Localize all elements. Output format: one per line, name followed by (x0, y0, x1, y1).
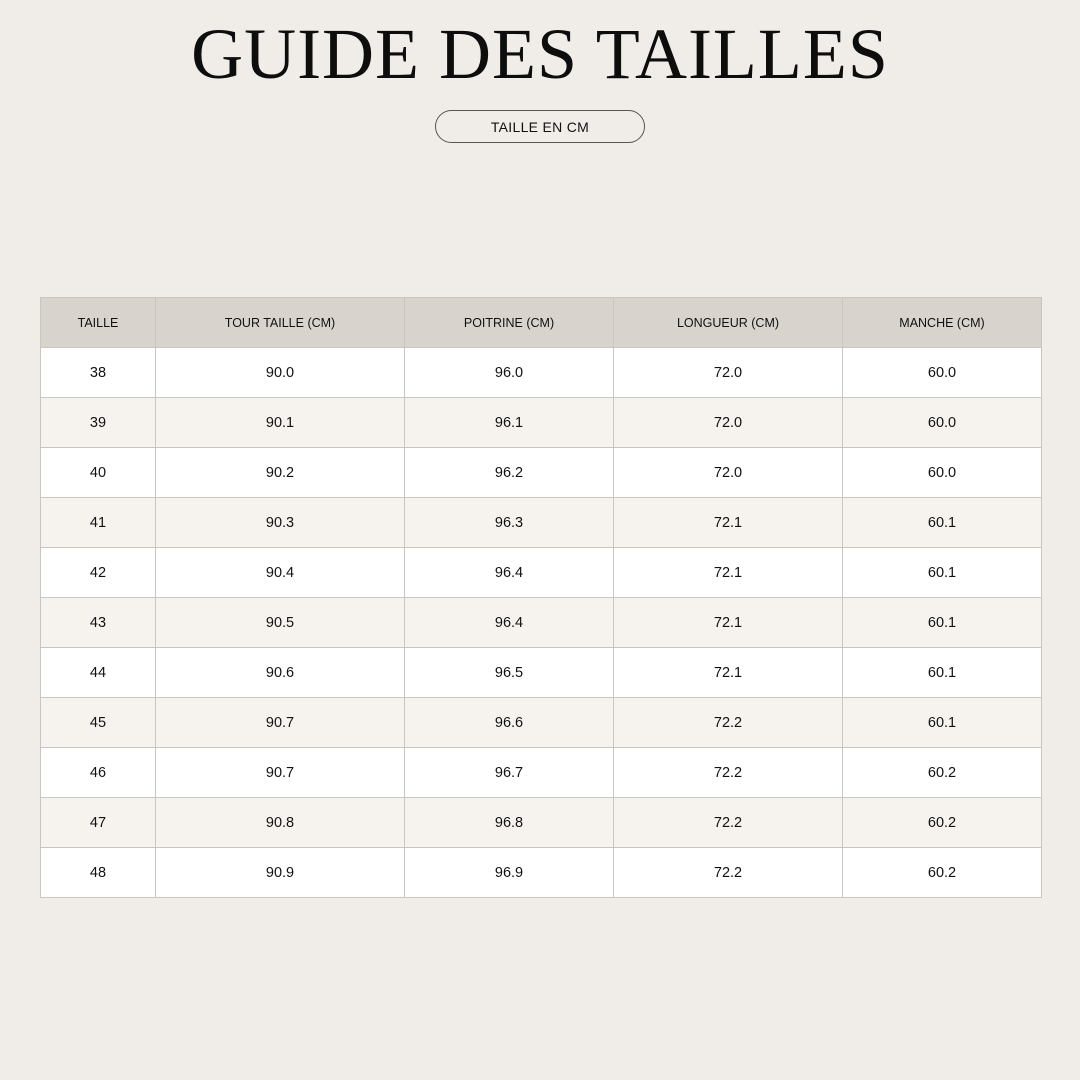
cell-poitrine: 96.4 (405, 598, 614, 648)
cell-taille: 48 (41, 848, 156, 898)
cell-taille: 40 (41, 448, 156, 498)
cell-taille: 45 (41, 698, 156, 748)
cell-taille: 41 (41, 498, 156, 548)
cell-manche: 60.1 (843, 698, 1042, 748)
cell-taille: 47 (41, 798, 156, 848)
column-header-poitrine: POITRINE (CM) (405, 298, 614, 348)
cell-manche: 60.2 (843, 798, 1042, 848)
table-row (41, 498, 1042, 548)
column-header-longueur: LONGUEUR (CM) (614, 298, 843, 348)
cell-taille: 43 (41, 598, 156, 648)
cell-poitrine: 96.1 (405, 398, 614, 448)
unit-badge (435, 110, 645, 143)
table-row (41, 848, 1042, 898)
cell-tour-taille: 90.8 (156, 798, 405, 848)
table-row (41, 398, 1042, 448)
cell-manche: 60.2 (843, 848, 1042, 898)
table-row (41, 598, 1042, 648)
cell-manche: 60.1 (843, 598, 1042, 648)
cell-tour-taille: 90.2 (156, 448, 405, 498)
cell-manche: 60.1 (843, 648, 1042, 698)
size-table (40, 297, 1042, 898)
cell-manche: 60.2 (843, 748, 1042, 798)
cell-manche: 60.1 (843, 498, 1042, 548)
cell-tour-taille: 90.7 (156, 698, 405, 748)
cell-taille: 44 (41, 648, 156, 698)
table-row (41, 748, 1042, 798)
cell-poitrine: 96.3 (405, 498, 614, 548)
cell-manche: 60.0 (843, 448, 1042, 498)
table-row (41, 698, 1042, 748)
cell-manche: 60.1 (843, 548, 1042, 598)
cell-longueur: 72.2 (614, 698, 843, 748)
cell-longueur: 72.1 (614, 598, 843, 648)
cell-longueur: 72.0 (614, 448, 843, 498)
cell-poitrine: 96.4 (405, 548, 614, 598)
column-header-manche: MANCHE (CM) (843, 298, 1042, 348)
table-header-row (41, 298, 1042, 348)
cell-tour-taille: 90.0 (156, 348, 405, 398)
cell-longueur: 72.1 (614, 548, 843, 598)
cell-manche: 60.0 (843, 398, 1042, 448)
table-row (41, 348, 1042, 398)
cell-longueur: 72.1 (614, 498, 843, 548)
cell-tour-taille: 90.7 (156, 748, 405, 798)
cell-poitrine: 96.9 (405, 848, 614, 898)
table-row (41, 648, 1042, 698)
cell-tour-taille: 90.5 (156, 598, 405, 648)
cell-tour-taille: 90.3 (156, 498, 405, 548)
table-row (41, 448, 1042, 498)
column-header-taille: TAILLE (41, 298, 156, 348)
cell-taille: 39 (41, 398, 156, 448)
cell-tour-taille: 90.4 (156, 548, 405, 598)
page-title: GUIDE DES TAILLES (191, 14, 889, 94)
cell-taille: 42 (41, 548, 156, 598)
column-header-tour-taille: TOUR TAILLE (CM) (156, 298, 405, 348)
cell-taille: 38 (41, 348, 156, 398)
cell-tour-taille: 90.1 (156, 398, 405, 448)
cell-longueur: 72.2 (614, 748, 843, 798)
unit-badge-label: TAILLE EN CM (490, 118, 590, 135)
cell-longueur: 72.0 (614, 348, 843, 398)
table-row (41, 548, 1042, 598)
cell-tour-taille: 90.9 (156, 848, 405, 898)
cell-poitrine: 96.8 (405, 798, 614, 848)
cell-poitrine: 96.7 (405, 748, 614, 798)
cell-longueur: 72.0 (614, 398, 843, 448)
cell-longueur: 72.2 (614, 848, 843, 898)
cell-poitrine: 96.2 (405, 448, 614, 498)
cell-longueur: 72.1 (614, 648, 843, 698)
cell-poitrine: 96.0 (405, 348, 614, 398)
cell-poitrine: 96.6 (405, 698, 614, 748)
cell-tour-taille: 90.6 (156, 648, 405, 698)
table-row (41, 798, 1042, 848)
cell-taille: 46 (41, 748, 156, 798)
cell-manche: 60.0 (843, 348, 1042, 398)
cell-longueur: 72.2 (614, 798, 843, 848)
cell-poitrine: 96.5 (405, 648, 614, 698)
